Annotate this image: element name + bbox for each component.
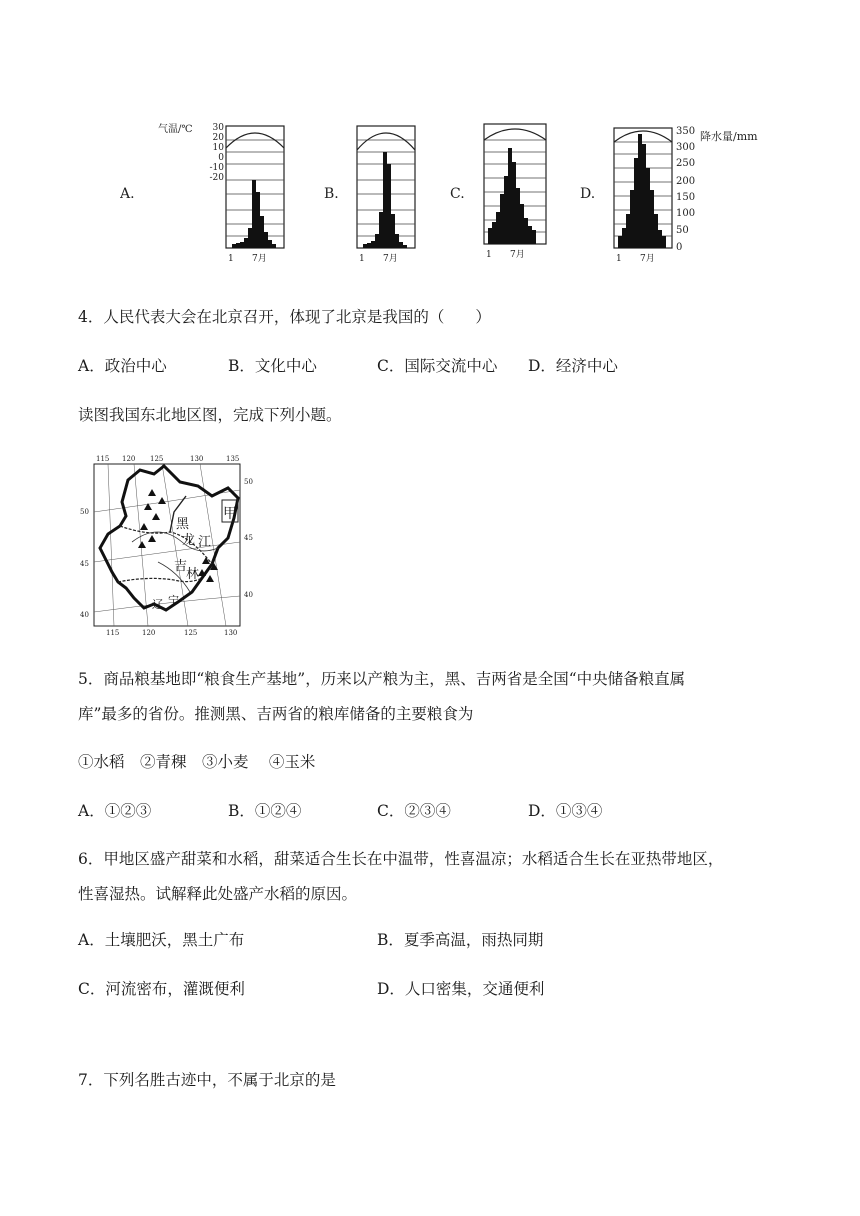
map-tick: 130 [190, 455, 204, 463]
option-label-a: A. [120, 186, 135, 202]
section-intro: 读图我国东北地区图，完成下列小题。 [78, 406, 342, 424]
precip-tick: 350 [676, 126, 696, 137]
map-label-jiang: 江 [198, 535, 212, 550]
map-tick: 40 [80, 611, 89, 619]
climate-chart-b [357, 126, 415, 264]
precip-tick: 100 [676, 208, 696, 219]
question-6-option-d[interactable]: D．人口密集，交通便利 [377, 980, 545, 998]
question-6-option-a[interactable]: A．土壤肥沃，黑土广布 [78, 931, 245, 949]
month-start-label: 1 [616, 254, 622, 264]
map-tick: 115 [96, 455, 110, 463]
map-tick: 40 [244, 591, 253, 599]
question-6-stem-line-1: 6．甲地区盛产甜菜和水稻，甜菜适合生长在中温带，性喜温凉；水稻适合生长在亚热带地区， [78, 850, 724, 868]
temp-tick: 20 [212, 133, 224, 143]
option-label-c: C. [450, 186, 465, 202]
month-start-label: 1 [228, 254, 234, 264]
question-4-stem: 4．人民代表大会在北京召开，体现了北京是我国的（ ） [78, 308, 491, 326]
map-label-liao: 辽 [152, 598, 163, 611]
option-label-d: D. [580, 186, 596, 202]
question-6-option-c[interactable]: C．河流密布，灌溉便利 [78, 980, 245, 998]
question-5-option-c[interactable]: C．②③④ [377, 802, 451, 820]
map-tick: 120 [122, 455, 136, 463]
map-label-hei: 黑 [176, 517, 190, 532]
climate-chart-a [226, 126, 284, 264]
map-tick: 45 [80, 560, 89, 568]
temp-tick: 10 [212, 143, 224, 153]
question-4-option-d[interactable]: D．经济中心 [528, 357, 618, 375]
question-4-option-a[interactable]: A．政治中心 [78, 357, 167, 375]
map-tick: 50 [80, 508, 89, 516]
precip-tick: 200 [676, 176, 696, 187]
climate-chart-c [484, 124, 546, 260]
climate-chart-d [614, 126, 758, 264]
climate-charts-figure [120, 118, 800, 283]
precip-tick: 150 [676, 192, 696, 203]
question-4-option-b[interactable]: B．文化中心 [228, 357, 317, 375]
map-tick: 125 [184, 629, 198, 637]
question-6-stem-line-2: 性喜湿热。试解释此处盛产水稻的原因。 [78, 885, 358, 903]
question-5-items: ①水稻 ②青稞 ③小麦 ④玉米 [78, 753, 316, 771]
map-tick: 45 [244, 534, 253, 542]
month-start-label: 1 [486, 250, 492, 260]
map-tick: 115 [106, 629, 120, 637]
precip-tick: 250 [676, 158, 696, 169]
temp-tick: 0 [218, 153, 224, 163]
month-start-label: 1 [359, 254, 365, 264]
question-6-option-b[interactable]: B．夏季高温，雨热同期 [377, 931, 544, 949]
northeast-china-map [78, 452, 253, 638]
map-label-jia: 甲 [223, 506, 237, 522]
map-label-long: 龙 [182, 533, 196, 548]
temp-tick: -20 [209, 173, 224, 183]
map-tick: 50 [244, 478, 253, 486]
precip-axis-title: 降水量/mm [700, 130, 758, 143]
map-label-lin: 林 [186, 567, 200, 582]
question-4-option-c[interactable]: C．国际交流中心 [377, 357, 498, 375]
precip-tick: 50 [676, 225, 689, 236]
temp-axis-title: 气温/℃ [158, 124, 193, 135]
question-5-stem-line-1: 5．商品粮基地即“粮食生产基地”，历来以产粮为主，黑、吉两省是全国“中央储备粮直属 [78, 670, 686, 688]
month-mid-label: 7月 [510, 250, 525, 260]
precip-tick: 0 [676, 242, 683, 253]
temp-tick: -10 [209, 163, 224, 173]
month-mid-label: 7月 [252, 254, 267, 264]
question-5-option-d[interactable]: D．①③④ [528, 802, 603, 820]
question-5-stem-line-2: 库”最多的省份。推测黑、吉两省的粮库储备的主要粮食为 [78, 705, 474, 723]
map-tick: 130 [224, 629, 238, 637]
month-mid-label: 7月 [640, 254, 655, 264]
map-svg [78, 452, 253, 638]
question-5-option-a[interactable]: A．①②③ [78, 802, 152, 820]
map-label-ji: 吉 [174, 559, 188, 574]
temp-tick: 30 [212, 123, 224, 133]
precip-tick: 300 [676, 142, 696, 153]
question-5-option-b[interactable]: B．①②④ [228, 802, 302, 820]
map-label-ning: 宁 [168, 594, 179, 607]
map-tick: 125 [150, 455, 164, 463]
month-mid-label: 7月 [383, 254, 398, 264]
map-tick: 120 [142, 629, 156, 637]
map-tick: 135 [226, 455, 240, 463]
climate-charts-svg [120, 118, 800, 283]
option-label-b: B. [324, 186, 339, 202]
question-7-stem: 7．下列名胜古迹中，不属于北京的是 [78, 1071, 336, 1089]
